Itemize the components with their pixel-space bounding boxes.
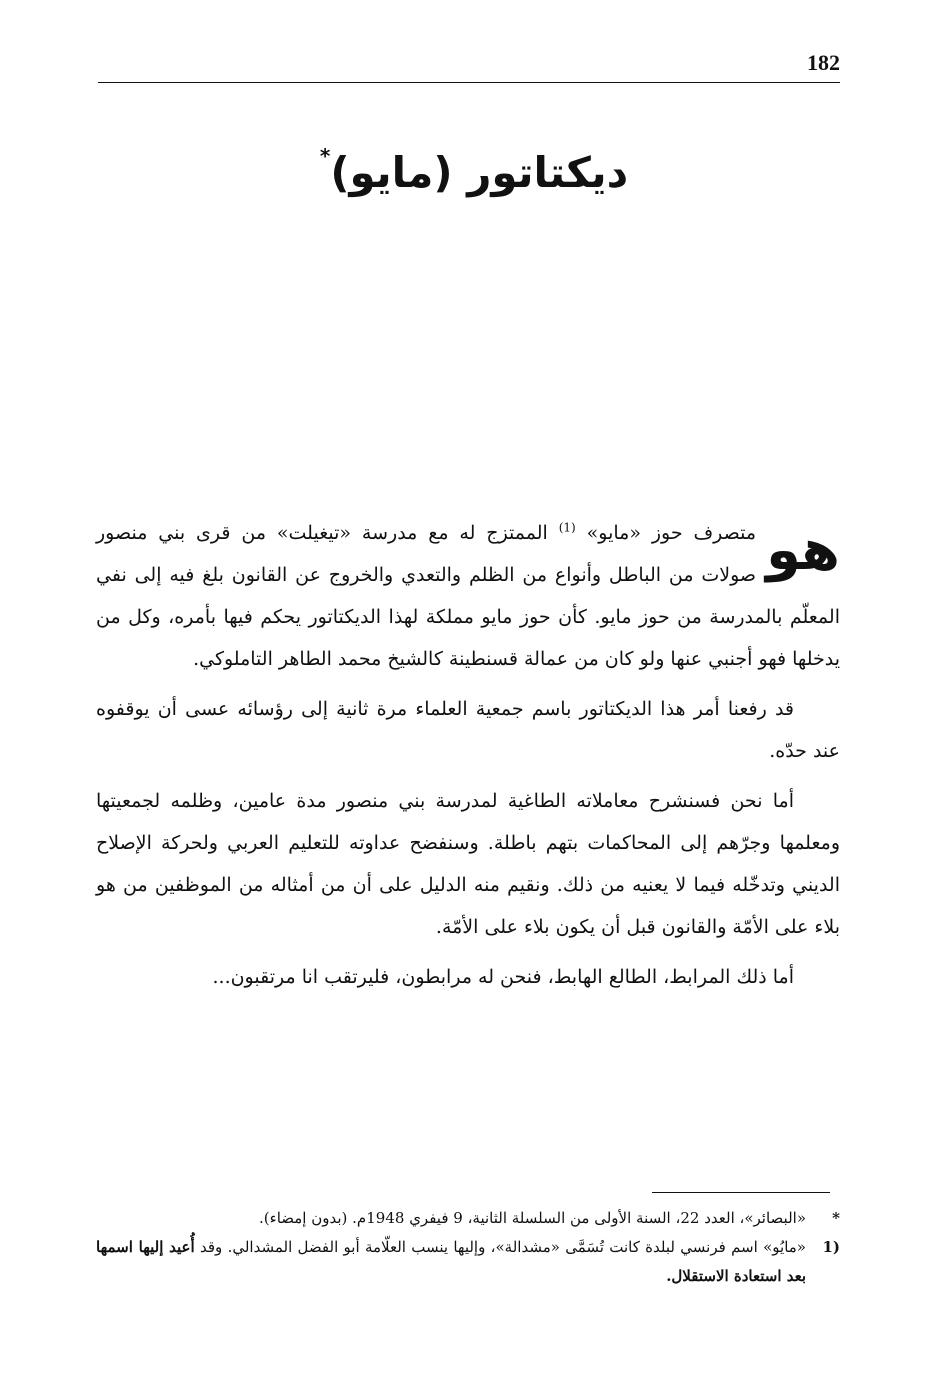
page-title bbox=[0, 144, 948, 198]
paragraph-1-rest: الممتزج له مع مدرسة «تيغيلت» من قرى بني منصور صولات من الباطل وأنواع من الظلم والتعدي والخروج عن القانون بلغ فيه إلى نفي المعلّم بالمدرسة من حوز مايو. كأن حوز مايو مملكة لهذا الديكتاتور يحكم فيها بأمره، وكل من يدخلها فهو أجنبي عنها ولو كان من عمالة قسنطينة كالشيخ محمد الطاهر التاملوكي. bbox=[96, 522, 840, 670]
paragraph-3: أما نحن فسنشرح معاملاته الطاغية لمدرسة بني منصور مدة عامين، وظلمه لجمعيتها ومعلمها وجرّهم إلى المحاكمات بتهم باطلة. وسنفضح عداوته للتعليم العربي ولحركة الإصلاح الديني وتدخّله فيما لا يعنيه من ذلك. ونقيم منه الدليل على أن من أمثاله من الموظفين من هو بلاء على الأمّة والقانون قبل أن يكون بلاء على الأمّة. bbox=[96, 790, 840, 938]
footnote-text-line-1: «مايُو» اسم فرنسي لبلدة كانت تُسَمَّى «مشدالة»، وإليها ينسب العلّامة أبو الفضل المشدالي. وقد bbox=[199, 1238, 806, 1256]
footnote-marker: * bbox=[832, 1209, 840, 1227]
footnotes bbox=[96, 1204, 840, 1291]
title-footnote-marker: * bbox=[319, 144, 331, 169]
footnote-text-line-2: أُعيد إليها اسمها بعد استعادة الاستقلال. bbox=[96, 1238, 806, 1285]
page-number: 182 bbox=[807, 50, 840, 75]
paragraph-1 bbox=[96, 512, 840, 680]
footnote-text bbox=[96, 1233, 806, 1291]
page-title-text: ديكتاتور (مايو) bbox=[330, 148, 629, 198]
paragraph-4: أما ذلك المرابط، الطالع الهابط، فنحن له مرابطون، فليرتقب انا مرتقبون... bbox=[212, 966, 794, 988]
footnote-text: «البصائر»، العدد 22، السنة الأولى من السلسلة الثانية، 9 فيفري 1948م. (بدون إمضاء). bbox=[259, 1209, 806, 1227]
footnote-item bbox=[96, 1204, 840, 1233]
dropcap: هو bbox=[766, 518, 840, 583]
paragraph-2: قد رفعنا أمر هذا الديكتاتور باسم جمعية العلماء مرة ثانية إلى رؤسائه عسى أن يوقفوه عند حدّه. bbox=[96, 698, 840, 762]
footnote-rule bbox=[652, 1192, 830, 1193]
paragraph-1-start: متصرف حوز «مايو» bbox=[586, 522, 757, 544]
footnote-item bbox=[96, 1233, 840, 1291]
header-rule bbox=[98, 82, 840, 83]
footnote-marker: 1) bbox=[822, 1238, 840, 1256]
article-body bbox=[96, 512, 840, 1006]
footnote-reference-1: (1) bbox=[558, 520, 576, 535]
